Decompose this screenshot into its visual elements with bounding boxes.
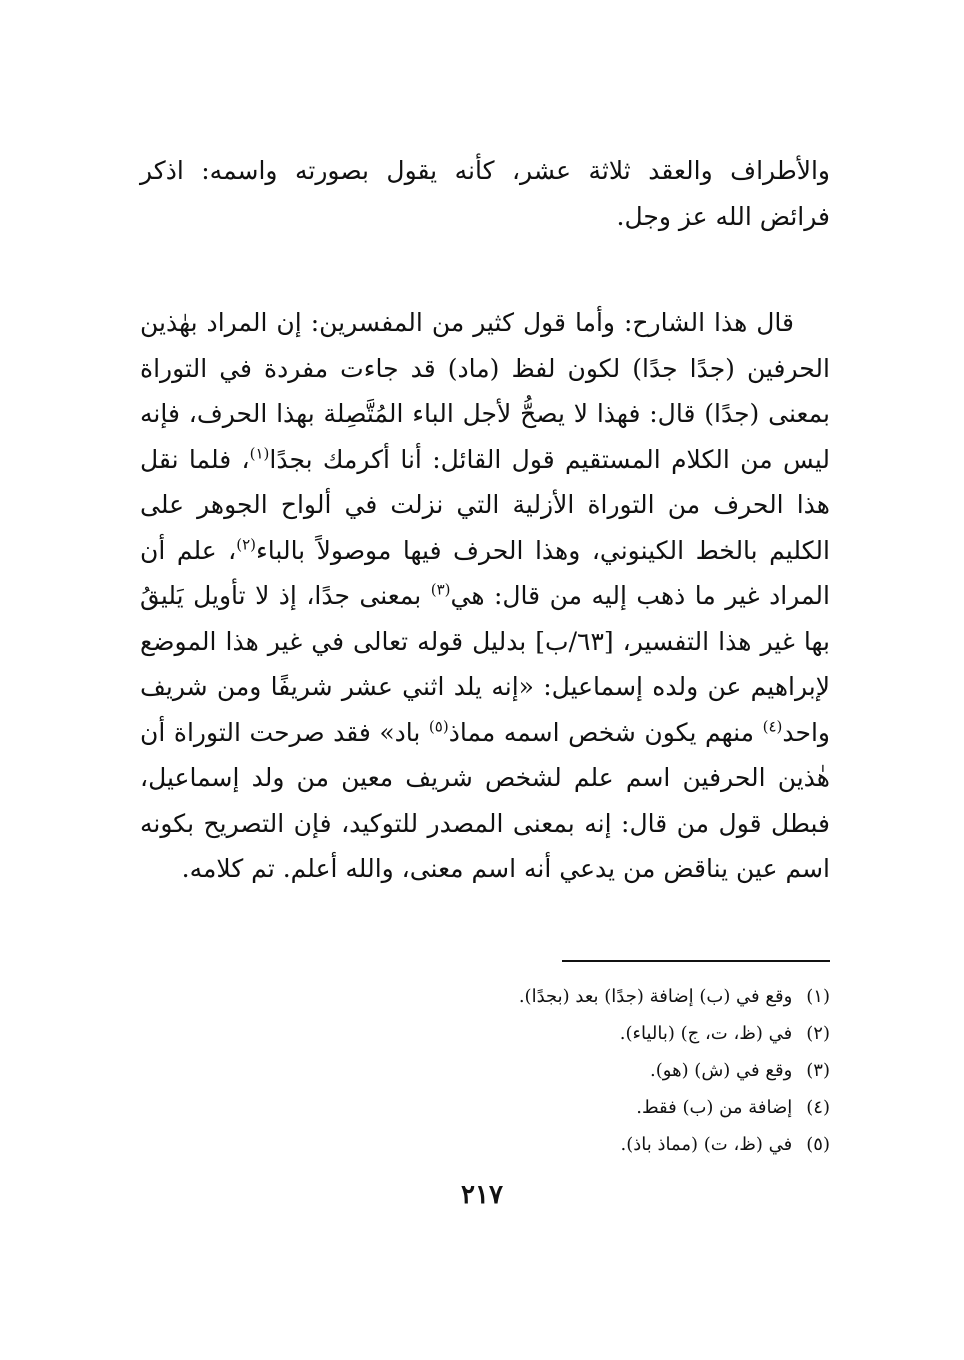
footnote-text: وقع في (ش) (هو).	[650, 1060, 793, 1081]
footnote-text: في (ظ، ت) (مماذ باذ).	[620, 1134, 793, 1155]
paragraph-segment: بمعنى جدًا، إذ لا تأويل يَليقُ بها غير هذا التفسير، [٦٣/ب] بدليل قوله تعالى في غير هذا الموضع لإبراهيم عن ولده إسماعيل: «إنه يلد اثني عشر شريفًا ومن شريف واحد	[140, 581, 830, 747]
footnotes-list	[300, 978, 830, 1163]
footnote-reference: (٢)	[236, 535, 257, 554]
paragraph-main	[140, 300, 830, 892]
footnote-separator	[562, 960, 830, 962]
footnote-item	[300, 1126, 830, 1163]
paragraph-segment: ، علم أن المراد غير ما ذهب إليه من قال: هي	[140, 535, 830, 610]
footnote-text: وقع في (ب) إضافة (جدًا) بعد (بجدًا).	[518, 986, 793, 1007]
footnote-reference: (٥)	[428, 717, 449, 736]
paragraph-continuation: والأطراف والعقد ثلاثة عشر، كأنه يقول بصورته واسمه: اذكر فرائض الله عز وجل.	[140, 156, 830, 231]
footnote-number: (٢)	[806, 1023, 830, 1044]
footnote-item	[300, 1089, 830, 1126]
paragraph-segment: قال هذا الشارح: وأما قول كثير من المفسرين: إن المراد بهٰذين الحرفين (جدًا جدًا) لكون لفظ (ماد) قد جاءت مفردة في التوراة بمعنى (جدًا) قال: فهذا لا يصحُّ لأجل الباء المُتَّصِلة بهذا الحرف، فإنه ليس من الكلام المستقيم قول القائل: أنا أكرمك بجدًا	[140, 308, 830, 474]
paragraph-segment: منهم يكون شخص اسمه مماذ	[448, 717, 763, 747]
footnote-reference: (٤)	[762, 717, 783, 736]
footnote-reference: (١)	[249, 444, 270, 463]
footnote-reference: (٣)	[430, 580, 451, 599]
paragraph-segment: ، فلما نقل هذا الحرف من التوراة الأزلية التي نزلت في ألواح الجوهر على الكليم بالخط الكينوني، وهذا الحرف فيها موصولاً بالباء	[140, 444, 830, 565]
footnote-number: (٤)	[806, 1097, 830, 1118]
footnote-number: (٣)	[806, 1060, 830, 1081]
footnote-item	[300, 1015, 830, 1052]
footnote-text: إضافة من (ب) فقط.	[636, 1097, 793, 1118]
footnote-item	[300, 1052, 830, 1089]
footnote-number: (٥)	[806, 1134, 830, 1155]
page-number: ٢١٧	[461, 1180, 503, 1210]
footnote-text: في (ظ، ت، ج) (بالياء).	[619, 1023, 793, 1044]
paragraph-segment: باد» فقد صرحت التوراة أن هٰذين الحرفين اسم علم لشخص شريف معين من ولد إسماعيل، فبطل قول من قال: إنه بمعنى المصدر للتوكيد، فإن التصريح بكونه اسم عين يناقض من يدعي أنه اسم معنى، والله أعلم. تم كلامه.	[140, 717, 830, 883]
footnote-number: (١)	[806, 986, 830, 1007]
footnote-item	[300, 978, 830, 1015]
